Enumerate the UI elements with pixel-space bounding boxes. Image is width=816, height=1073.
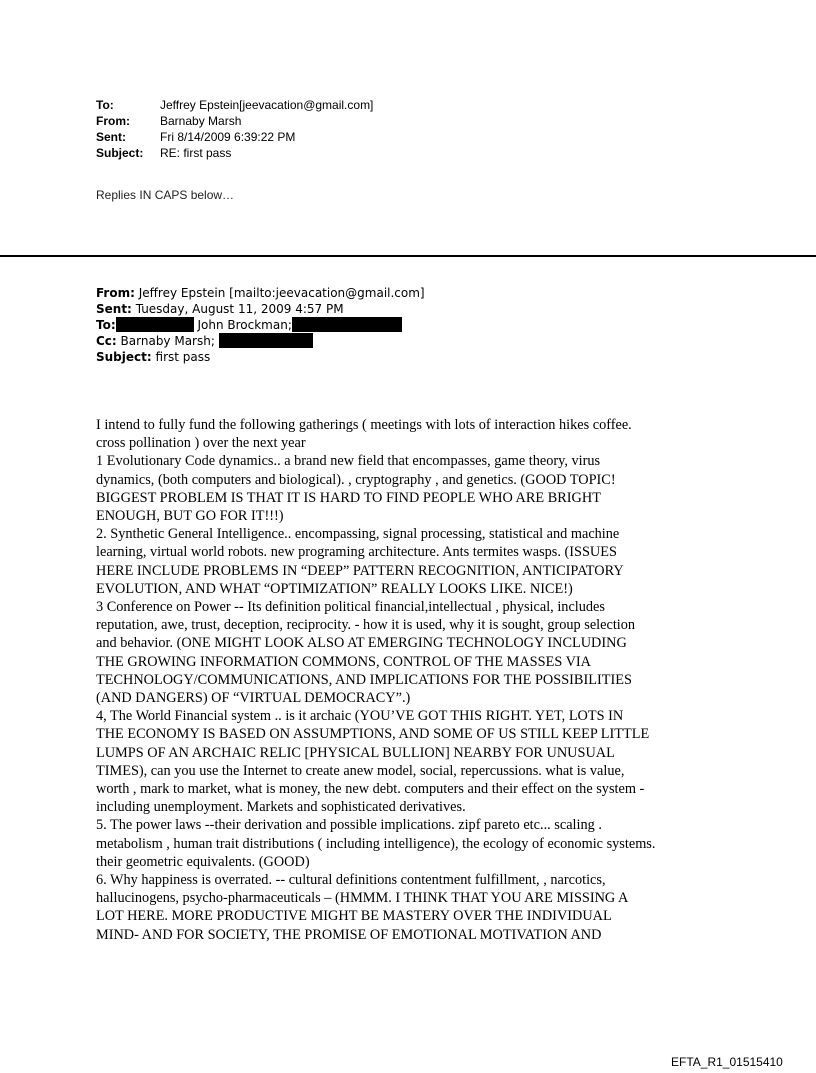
subject-label: Subject: xyxy=(96,146,144,160)
body-line: LUMPS OF AN ARCHAIC RELIC [PHYSICAL BULLION] NEARBY FOR UNUSUAL xyxy=(96,744,615,761)
body-line: (AND DANGERS) OF “VIRTUAL DEMOCRACY”.) xyxy=(96,690,411,707)
redaction-box xyxy=(219,333,313,348)
forwarded-header xyxy=(96,285,425,365)
fwd-subject-label: Subject: xyxy=(96,350,152,364)
fwd-cc-label: Cc: xyxy=(96,334,117,348)
fwd-sent-value: Tuesday, August 11, 2009 4:57 PM xyxy=(135,302,344,316)
body-line: THE ECONOMY IS BASED ON ASSUMPTIONS, AND SOME OF US STILL KEEP LITTLE xyxy=(96,726,650,743)
body-line: LOT HERE. MORE PRODUCTIVE MIGHT BE MASTERY OVER THE INDIVIDUAL xyxy=(96,908,612,925)
body-line: MIND- AND FOR SOCIETY, THE PROMISE OF EMOTIONAL MOTIVATION AND xyxy=(96,926,602,943)
body-line: HERE INCLUDE PROBLEMS IN “DEEP” PATTERN RECOGNITION, ANTICIPATORY xyxy=(96,562,624,579)
to-value: Jeffrey Epstein[jeevacation@gmail.com] xyxy=(160,98,374,112)
fwd-from-value: Jeffrey Epstein [mailto:jeevacation@gmail.com] xyxy=(138,286,425,300)
fwd-sent-label: Sent: xyxy=(96,302,132,316)
fwd-to-label: To: xyxy=(96,318,116,332)
subject-value: RE: first pass xyxy=(160,146,232,160)
body-line: hallucinogens, psycho-pharmaceuticals – (HMMM. I THINK THAT YOU ARE MISSING A xyxy=(96,890,629,907)
body-line: 5. The power laws --their derivation and possible implications. zipf pareto etc... scaling . xyxy=(96,817,602,834)
fwd-from-label: From: xyxy=(96,286,135,300)
header-sent-row xyxy=(96,129,373,145)
header-to-row xyxy=(96,97,373,113)
body-line: worth , mark to market, what is money, the new debt. computers and their effect on the system - xyxy=(96,781,645,798)
body-line: and behavior. (ONE MIGHT LOOK ALSO AT EMERGING TECHNOLOGY INCLUDING xyxy=(96,635,627,652)
body-line: learning, virtual world robots. new programing architecture. Ants termites wasps. (ISSUES xyxy=(96,544,617,561)
body-line: cross pollination ) over the next year xyxy=(96,435,306,452)
from-value: Barnaby Marsh xyxy=(160,114,242,128)
body-line: TECHNOLOGY/COMMUNICATIONS, AND IMPLICATIONS FOR THE POSSIBILITIES xyxy=(96,671,632,688)
fwd-cc-value: Barnaby Marsh; xyxy=(120,334,215,348)
body-line: BIGGEST PROBLEM IS THAT IT IS HARD TO FIND PEOPLE WHO ARE BRIGHT xyxy=(96,489,601,506)
fwd-sent-row xyxy=(96,301,425,317)
sent-value: Fri 8/14/2009 6:39:22 PM xyxy=(160,130,296,144)
sent-label: Sent: xyxy=(96,130,126,144)
body-line: metabolism , human trait distributions ( including intelligence), the ecology of economic systems. xyxy=(96,835,656,852)
redaction-box xyxy=(292,317,402,332)
body-line: dynamics, (both computers and biological). , cryptography , and genetics. (GOOD TOPIC! xyxy=(96,471,616,488)
body-line: 1 Evolutionary Code dynamics.. a brand new field that encompasses, game theory, virus xyxy=(96,453,601,470)
fwd-subject-value: first pass xyxy=(155,350,211,364)
body-line: including unemployment. Markets and sophisticated derivatives. xyxy=(96,799,466,816)
from-label: From: xyxy=(96,114,130,128)
body-line: I intend to fully fund the following gatherings ( meetings with lots of interaction hikes coffee. xyxy=(96,417,632,433)
body-line: 3 Conference on Power -- Its definition political financial,intellectual , physical, includes xyxy=(96,599,605,616)
fwd-from-row xyxy=(96,285,425,301)
body-line: 6. Why happiness is overrated. -- cultural definitions contentment fulfillment, , narcotics, xyxy=(96,872,606,889)
fwd-cc-row xyxy=(96,333,425,349)
redaction-box xyxy=(116,317,194,332)
body-line: THE GROWING INFORMATION COMMONS, CONTROL OF THE MASSES VIA xyxy=(96,653,591,670)
divider xyxy=(0,255,816,257)
body-line: TIMES), can you use the Internet to create anew model, social, repercussions. what is value, xyxy=(96,762,625,779)
header-from-row xyxy=(96,113,373,129)
document-id: EFTA_R1_01515410 xyxy=(671,1055,783,1069)
fwd-to-value: John Brockman; xyxy=(197,318,292,332)
header-subject-row xyxy=(96,145,373,161)
body-line: reputation, awe, trust, deception, reciprocity. - how it is used, why it is sought, group selection xyxy=(96,617,636,634)
body-line: EVOLUTION, AND WHAT “OPTIMIZATION” REALLY LOOKS LIKE. NICE!) xyxy=(96,580,573,597)
fwd-to-row xyxy=(96,317,425,333)
fwd-subject-row xyxy=(96,349,425,365)
body-line: ENOUGH, BUT GO FOR IT!!!) xyxy=(96,508,284,525)
to-label: To: xyxy=(96,98,114,112)
body-line: 2. Synthetic General Intelligence.. encompassing, signal processing, statistical and machine xyxy=(96,526,620,543)
email-body xyxy=(96,416,736,944)
intro-text: Replies IN CAPS below… xyxy=(96,188,235,202)
body-line: 4, The World Financial system .. is it archaic (YOU’VE GOT THIS RIGHT. YET, LOTS IN xyxy=(96,708,624,725)
body-line: their geometric equivalents. (GOOD) xyxy=(96,853,310,870)
email-header xyxy=(96,97,373,161)
